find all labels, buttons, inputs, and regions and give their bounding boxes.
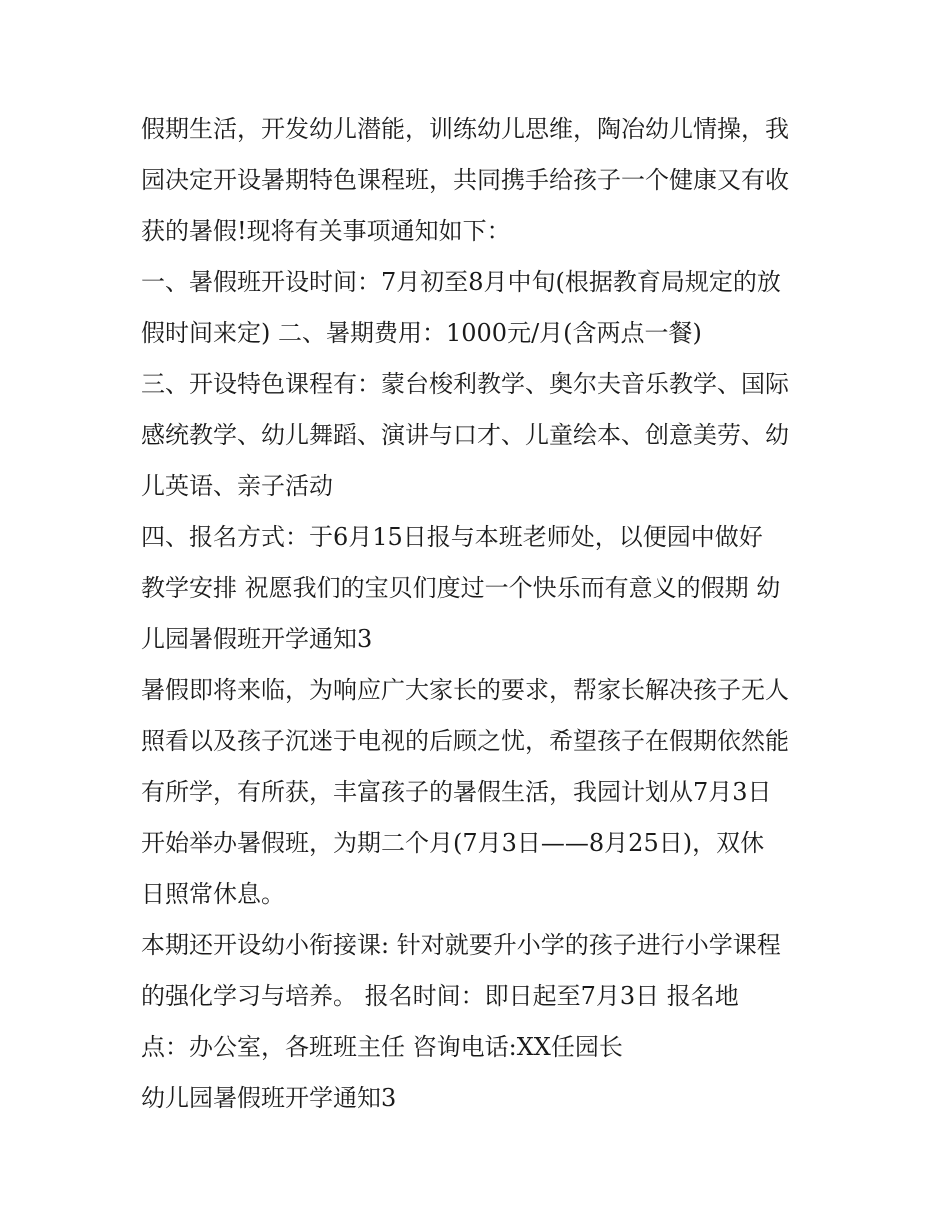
document-body bbox=[141, 104, 831, 1124]
text-line: 的强化学习与培养。 报名时间：即日起至7月3日 报名地 bbox=[141, 982, 739, 1010]
text-line: 本期还开设幼小衔接课: 针对就要升小学的孩子进行小学课程 bbox=[141, 931, 781, 959]
text-line: 暑假即将来临，为响应广大家长的要求，帮家长解决孩子无人 bbox=[141, 676, 789, 704]
text-line: 有所学，有所获，丰富孩子的暑假生活，我园计划从7月3日 bbox=[141, 778, 772, 806]
text-line: 点：办公室，各班班主任 咨询电话:XX任园长 bbox=[141, 1033, 623, 1061]
text-line: 假时间来定) 二、暑期费用：1000元/月(含两点一餐) bbox=[141, 319, 702, 347]
text-line: 儿英语、亲子活动 bbox=[141, 472, 333, 500]
text-line: 一、暑假班开设时间：7月初至8月中旬(根据教育局规定的放 bbox=[141, 268, 781, 296]
section-heading: 幼儿园暑假班开学通知3 bbox=[141, 1084, 397, 1112]
text-line: 园决定开设暑期特色课程班，共同携手给孩子一个健康又有收 bbox=[141, 166, 789, 194]
text-line: 照看以及孩子沉迷于电视的后顾之忧，希望孩子在假期依然能 bbox=[141, 727, 789, 755]
text-line: 教学安排 祝愿我们的宝贝们度过一个快乐而有意义的假期 幼 bbox=[141, 574, 781, 602]
text-line: 假期生活，开发幼儿潜能，训练幼儿思维，陶冶幼儿情操，我 bbox=[141, 115, 789, 143]
text-line: 三、开设特色课程有：蒙台梭利教学、奥尔夫音乐教学、国际 bbox=[141, 370, 789, 398]
text-line: 儿园暑假班开学通知3 bbox=[141, 625, 373, 653]
text-line: 感统教学、幼儿舞蹈、演讲与口才、儿童绘本、创意美劳、幼 bbox=[141, 421, 789, 449]
text-line: 日照常休息。 bbox=[141, 880, 285, 908]
text-line: 开始举办暑假班，为期二个月(7月3日——8月25日)，双休 bbox=[141, 829, 765, 857]
text-line: 获的暑假!现将有关事项通知如下： bbox=[141, 217, 511, 245]
text-line: 四、报名方式：于6月15日报与本班老师处，以便园中做好 bbox=[141, 523, 763, 551]
